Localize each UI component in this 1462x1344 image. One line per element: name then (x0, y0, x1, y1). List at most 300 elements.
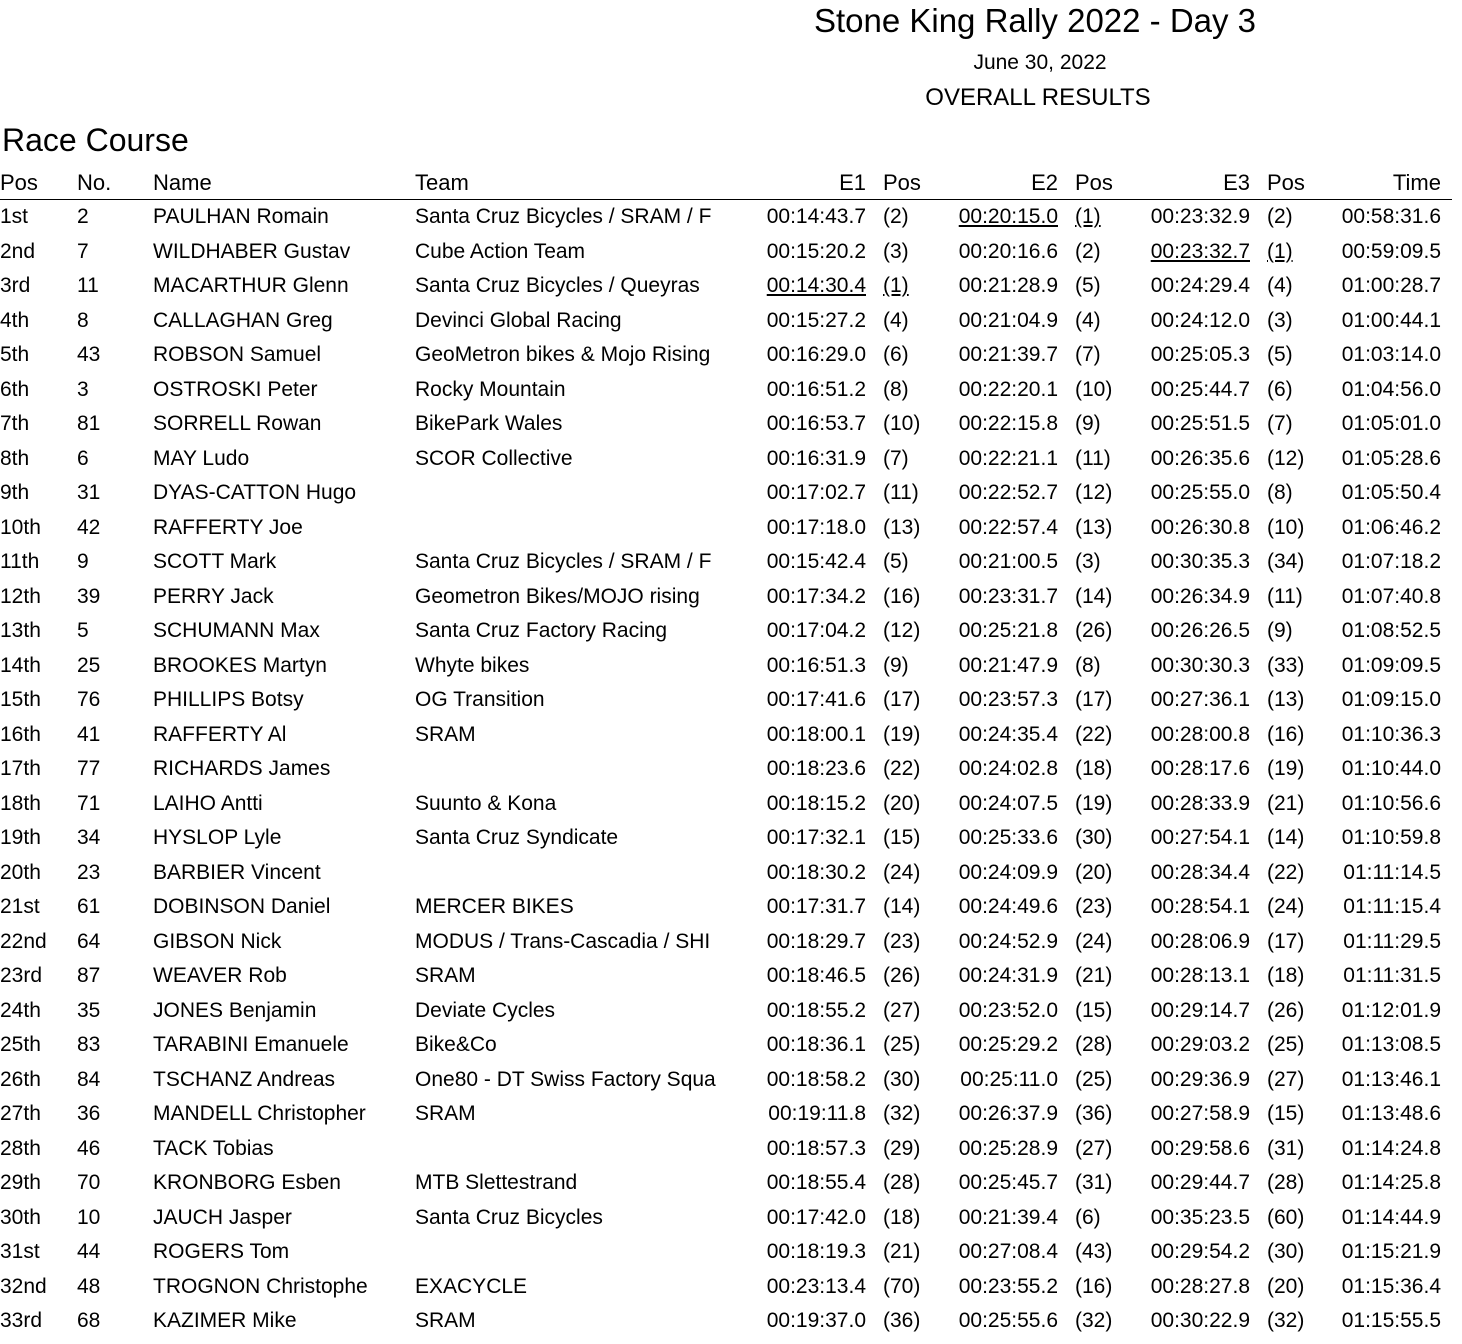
cell-e3: 00:27:54.1 (1150, 826, 1250, 849)
cell-time: 01:10:36.3 (1341, 722, 1441, 746)
cell-time: 01:10:56.6 (1341, 791, 1441, 815)
cell-no: 44 (77, 1240, 101, 1263)
cell-e1: 00:18:57.3 (766, 1136, 866, 1160)
cell-e3: 00:24:12.0 (1150, 308, 1250, 332)
cell-no: 39 (77, 584, 101, 608)
cell-name: TARABINI Emanuele (153, 1033, 349, 1056)
cell-team: Cube Action Team (415, 239, 586, 263)
cell-pos: 22nd (0, 929, 47, 953)
results-subtitle: OVERALL RESULTS (925, 84, 1151, 111)
cell-e1-pos: (15) (883, 826, 921, 849)
cell-team: Santa Cruz Bicycles / Queyras (415, 274, 700, 297)
table-row (0, 752, 1462, 787)
cell-team: Santa Cruz Bicycles / SRAM / F (415, 550, 712, 573)
cell-team: Geometron Bikes/MOJO rising (415, 584, 700, 608)
cell-no: 36 (77, 1102, 101, 1125)
cell-e3: 00:25:51.5 (1150, 412, 1250, 435)
cell-e3-pos: (2) (1267, 205, 1293, 228)
cell-e1-pos: (8) (883, 377, 909, 401)
cell-e3-pos: (4) (1267, 274, 1293, 297)
table-row (0, 338, 1462, 373)
cell-e3-pos: (13) (1267, 688, 1305, 711)
cell-e3: 00:30:22.9 (1150, 1309, 1250, 1332)
cell-e2-pos: (8) (1075, 653, 1101, 677)
cell-e3: 00:28:27.8 (1150, 1274, 1250, 1298)
cell-e1: 00:18:36.1 (766, 1033, 866, 1056)
cell-e3-pos: (9) (1267, 619, 1293, 642)
table-row (0, 1028, 1462, 1063)
cell-name: JONES Benjamin (153, 998, 317, 1022)
cell-e2: 00:24:31.9 (958, 964, 1058, 987)
cell-no: 76 (77, 688, 101, 711)
cell-e3-pos: (34) (1267, 550, 1305, 573)
cell-pos: 16th (0, 722, 41, 746)
table-row (0, 1235, 1462, 1270)
cell-e3-pos: (33) (1267, 653, 1305, 677)
cell-e1-pos: (19) (883, 722, 921, 746)
cell-e3-pos: (14) (1267, 826, 1305, 849)
cell-e1: 00:18:15.2 (766, 791, 866, 815)
cell-e3: 00:27:58.9 (1150, 1102, 1250, 1125)
cell-e2: 00:21:00.5 (958, 550, 1058, 573)
cell-team: Deviate Cycles (415, 998, 556, 1022)
cell-e2-pos: (20) (1075, 860, 1113, 884)
cell-e2: 00:24:02.8 (958, 757, 1058, 780)
cell-team: MERCER BIKES (415, 895, 574, 918)
table-row (0, 1132, 1462, 1167)
table-row (0, 1270, 1462, 1305)
cell-name: KRONBORG Esben (153, 1171, 341, 1194)
cell-e2-pos: (13) (1075, 515, 1113, 539)
cell-no: 42 (77, 515, 101, 539)
cell-no: 77 (77, 757, 101, 780)
cell-e1-pos: (1) (883, 274, 909, 297)
results-table (0, 200, 1462, 1339)
cell-e1: 00:14:30.4 (766, 274, 866, 297)
cell-no: 31 (77, 481, 101, 504)
cell-e3: 00:26:30.8 (1150, 515, 1250, 539)
cell-e2: 00:25:33.6 (958, 826, 1058, 849)
cell-e1-pos: (13) (883, 515, 921, 539)
cell-e1-pos: (11) (883, 481, 919, 504)
cell-time: 01:06:46.2 (1341, 515, 1441, 539)
cell-name: SCHUMANN Max (153, 619, 320, 642)
cell-time: 01:13:08.5 (1341, 1033, 1441, 1056)
cell-pos: 12th (0, 584, 41, 608)
cell-name: MACARTHUR Glenn (153, 274, 349, 297)
cell-time: 01:12:01.9 (1341, 998, 1441, 1022)
cell-name: HYSLOP Lyle (153, 826, 282, 849)
cell-pos: 5th (0, 343, 30, 366)
cell-e1: 00:17:02.7 (766, 481, 866, 504)
cell-pos: 9th (0, 481, 30, 504)
cell-e2: 00:25:11.0 (960, 1067, 1058, 1091)
cell-e3-pos: (17) (1267, 929, 1305, 953)
cell-e2-pos: (24) (1075, 929, 1113, 953)
event-date: June 30, 2022 (973, 51, 1107, 74)
table-row (0, 511, 1462, 546)
cell-name: MAY Ludo (153, 446, 250, 470)
cell-e3: 00:29:14.7 (1150, 998, 1250, 1022)
table-row (0, 580, 1462, 615)
cell-time: 00:58:31.6 (1341, 205, 1441, 228)
cell-e2-pos: (21) (1075, 964, 1113, 987)
table-row (0, 269, 1462, 304)
cell-e1-pos: (20) (883, 791, 921, 815)
cell-e3: 00:28:17.6 (1150, 757, 1250, 780)
cell-e3-pos: (6) (1267, 377, 1293, 401)
cell-e2: 00:22:15.8 (958, 412, 1058, 435)
cell-e1: 00:15:42.4 (766, 550, 866, 573)
header-no: No. (77, 170, 112, 195)
cell-e2-pos: (9) (1075, 412, 1101, 435)
cell-time: 01:07:18.2 (1341, 550, 1441, 573)
cell-e3-pos: (1) (1267, 239, 1293, 263)
cell-e2-pos: (5) (1075, 274, 1101, 297)
cell-e2-pos: (11) (1075, 446, 1111, 470)
cell-e2: 00:23:55.2 (958, 1274, 1058, 1298)
cell-e3: 00:26:35.6 (1150, 446, 1250, 470)
table-row (0, 787, 1462, 822)
cell-team: SRAM (415, 1102, 476, 1125)
cell-no: 8 (77, 308, 89, 332)
cell-e1-pos: (2) (883, 205, 909, 228)
cell-no: 35 (77, 998, 101, 1022)
cell-e2: 00:22:21.1 (958, 446, 1058, 470)
cell-e2: 00:24:35.4 (958, 722, 1058, 746)
table-row (0, 1166, 1462, 1201)
cell-e1: 00:18:19.3 (766, 1240, 866, 1263)
cell-e2: 00:24:49.6 (958, 895, 1058, 918)
cell-e3: 00:29:44.7 (1150, 1171, 1250, 1194)
cell-e1-pos: (22) (883, 757, 921, 780)
cell-e2: 00:23:52.0 (958, 998, 1058, 1022)
cell-pos: 30th (0, 1205, 41, 1229)
cell-pos: 8th (0, 446, 30, 470)
header-e3: E3 (1223, 170, 1250, 195)
cell-e1-pos: (70) (883, 1274, 921, 1298)
cell-no: 61 (77, 895, 101, 918)
cell-no: 25 (77, 653, 101, 677)
cell-e2: 00:27:08.4 (958, 1240, 1058, 1263)
cell-pos: 7th (0, 412, 30, 435)
cell-name: MANDELL Christopher (153, 1102, 366, 1125)
cell-no: 41 (77, 722, 101, 746)
cell-e3: 00:23:32.7 (1150, 239, 1250, 263)
cell-e1: 00:16:51.3 (766, 653, 866, 677)
cell-e2: 00:25:29.2 (958, 1033, 1058, 1056)
cell-e3: 00:24:29.4 (1150, 274, 1250, 297)
cell-e3-pos: (3) (1267, 308, 1293, 332)
cell-e2-pos: (12) (1075, 481, 1113, 504)
cell-e3-pos: (10) (1267, 515, 1305, 539)
cell-name: ROGERS Tom (153, 1240, 290, 1263)
table-row (0, 373, 1462, 408)
cell-e2-pos: (25) (1075, 1067, 1113, 1091)
cell-team: Santa Cruz Syndicate (415, 826, 619, 849)
cell-e2: 00:26:37.9 (958, 1102, 1058, 1125)
cell-e2: 00:22:52.7 (958, 481, 1058, 504)
cell-e2: 00:21:39.7 (958, 343, 1058, 366)
cell-e1-pos: (32) (883, 1102, 921, 1125)
table-row (0, 821, 1462, 856)
cell-e1-pos: (5) (883, 550, 909, 573)
cell-e3-pos: (22) (1267, 860, 1305, 884)
cell-e2-pos: (18) (1075, 757, 1113, 780)
cell-no: 34 (77, 826, 101, 849)
cell-pos: 27th (0, 1102, 41, 1125)
cell-e2: 00:21:47.9 (958, 653, 1058, 677)
cell-e1: 00:18:00.1 (766, 722, 866, 746)
table-row (0, 614, 1462, 649)
cell-e3: 00:25:05.3 (1150, 343, 1250, 366)
cell-no: 71 (77, 791, 101, 815)
cell-name: GIBSON Nick (153, 929, 282, 953)
cell-e1-pos: (16) (883, 584, 921, 608)
cell-no: 23 (77, 860, 101, 884)
cell-e3: 00:29:58.6 (1150, 1136, 1250, 1160)
cell-e1-pos: (25) (883, 1033, 921, 1056)
table-row (0, 1201, 1462, 1236)
cell-e1: 00:16:53.7 (766, 412, 866, 435)
cell-time: 01:05:28.6 (1341, 446, 1441, 470)
cell-team: One80 - DT Swiss Factory Squa (415, 1067, 716, 1091)
cell-e2: 00:20:15.0 (958, 205, 1058, 228)
cell-team: GeoMetron bikes & Mojo Rising (415, 343, 711, 366)
header-e2-pos: Pos (1075, 170, 1113, 195)
cell-team: Santa Cruz Factory Racing (415, 619, 668, 642)
cell-e2: 00:25:21.8 (958, 619, 1058, 642)
cell-pos: 26th (0, 1067, 41, 1091)
table-row (0, 545, 1462, 580)
cell-e2-pos: (26) (1075, 619, 1113, 642)
cell-e3-pos: (32) (1267, 1309, 1305, 1332)
cell-name: BARBIER Vincent (153, 860, 321, 884)
cell-team: Devinci Global Racing (415, 308, 622, 332)
cell-name: PERRY Jack (153, 584, 274, 608)
cell-pos: 19th (0, 826, 41, 849)
cell-e3-pos: (28) (1267, 1171, 1305, 1194)
table-row (0, 649, 1462, 684)
cell-e2: 00:24:09.9 (958, 860, 1058, 884)
cell-e2: 00:20:16.6 (958, 239, 1058, 263)
cell-name: PHILLIPS Botsy (153, 688, 304, 711)
cell-name: TROGNON Christophe (153, 1274, 368, 1298)
cell-e1-pos: (6) (883, 343, 909, 366)
cell-e2: 00:21:39.4 (958, 1205, 1058, 1229)
cell-e3: 00:25:55.0 (1150, 481, 1250, 504)
cell-pos: 3rd (0, 274, 31, 297)
cell-time: 01:14:44.9 (1341, 1205, 1441, 1229)
cell-e3-pos: (18) (1267, 964, 1305, 987)
cell-e2-pos: (31) (1075, 1171, 1113, 1194)
cell-team: MODUS / Trans-Cascadia / SHI (415, 929, 711, 953)
cell-e3-pos: (20) (1267, 1274, 1305, 1298)
cell-time: 01:05:50.4 (1341, 481, 1441, 504)
cell-team: SRAM (415, 964, 476, 987)
cell-no: 46 (77, 1136, 101, 1160)
cell-no: 11 (77, 274, 99, 297)
cell-time: 01:14:24.8 (1341, 1136, 1441, 1160)
cell-pos: 11th (0, 550, 40, 573)
cell-e3-pos: (26) (1267, 998, 1305, 1022)
cell-no: 3 (77, 377, 89, 401)
cell-time: 00:59:09.5 (1341, 239, 1441, 263)
cell-name: KAZIMER Mike (153, 1309, 297, 1332)
cell-no: 68 (77, 1309, 101, 1332)
cell-time: 01:15:21.9 (1341, 1240, 1441, 1263)
cell-e1: 00:19:11.8 (768, 1102, 866, 1125)
cell-e2: 00:25:28.9 (958, 1136, 1058, 1160)
cell-team: Rocky Mountain (415, 377, 566, 401)
cell-e2-pos: (2) (1075, 239, 1101, 263)
cell-e1: 00:18:23.6 (766, 757, 866, 780)
cell-time: 01:00:28.7 (1341, 274, 1441, 297)
table-row (0, 718, 1462, 753)
cell-name: SORRELL Rowan (153, 412, 322, 435)
cell-e3-pos: (25) (1267, 1033, 1305, 1056)
cell-pos: 31st (0, 1240, 40, 1263)
table-row (0, 442, 1462, 477)
cell-name: PAULHAN Romain (153, 205, 329, 228)
cell-e3: 00:26:34.9 (1150, 584, 1250, 608)
cell-name: TACK Tobias (153, 1136, 274, 1160)
cell-e3: 00:35:23.5 (1150, 1205, 1250, 1229)
cell-e1: 00:18:30.2 (766, 860, 866, 884)
cell-e1: 00:17:18.0 (766, 515, 866, 539)
cell-e3: 00:29:54.2 (1150, 1240, 1250, 1263)
cell-e2-pos: (19) (1075, 791, 1113, 815)
cell-e1: 00:17:32.1 (766, 826, 866, 849)
cell-e3-pos: (8) (1267, 481, 1293, 504)
cell-e2-pos: (1) (1075, 205, 1101, 228)
table-row (0, 407, 1462, 442)
cell-time: 01:15:36.4 (1341, 1274, 1441, 1298)
cell-name: RAFFERTY Joe (153, 515, 303, 539)
cell-no: 81 (77, 412, 101, 435)
cell-name: RAFFERTY Al (153, 722, 287, 746)
cell-e2-pos: (14) (1075, 584, 1113, 608)
cell-team: SRAM (415, 722, 476, 746)
cell-e1-pos: (18) (883, 1205, 921, 1229)
cell-pos: 24th (0, 998, 41, 1022)
cell-e1: 00:23:13.4 (766, 1274, 866, 1298)
cell-e1: 00:18:55.2 (766, 998, 866, 1022)
cell-time: 01:13:46.1 (1341, 1067, 1441, 1091)
cell-e3: 00:28:33.9 (1150, 791, 1250, 815)
cell-e1: 00:17:41.6 (766, 688, 866, 711)
cell-e3: 00:23:32.9 (1150, 205, 1250, 228)
cell-team: SCOR Collective (415, 446, 573, 470)
cell-e3: 00:25:44.7 (1150, 377, 1250, 401)
cell-e1-pos: (36) (883, 1309, 921, 1332)
cell-e2-pos: (17) (1075, 688, 1113, 711)
cell-e2: 00:21:04.9 (958, 308, 1058, 332)
cell-pos: 20th (0, 860, 41, 884)
header-e3-pos: Pos (1267, 170, 1305, 195)
cell-e1: 00:15:20.2 (766, 239, 866, 263)
cell-no: 70 (77, 1171, 101, 1194)
cell-e2: 00:24:07.5 (958, 791, 1058, 815)
cell-no: 9 (77, 550, 89, 573)
cell-e1-pos: (9) (883, 653, 909, 677)
table-row (0, 235, 1462, 270)
cell-e1-pos: (4) (883, 308, 909, 332)
cell-pos: 33rd (0, 1309, 43, 1332)
cell-e1: 00:15:27.2 (766, 308, 866, 332)
header-e2: E2 (1031, 170, 1058, 195)
cell-time: 01:04:56.0 (1341, 377, 1441, 401)
table-row (0, 994, 1462, 1029)
cell-name: DYAS-CATTON Hugo (153, 481, 357, 504)
cell-e1: 00:16:51.2 (766, 377, 866, 401)
cell-e2-pos: (30) (1075, 826, 1113, 849)
cell-e1-pos: (21) (883, 1240, 921, 1263)
cell-pos: 17th (0, 757, 41, 780)
cell-pos: 25th (0, 1033, 41, 1056)
cell-time: 01:03:14.0 (1341, 343, 1441, 366)
cell-name: WEAVER Rob (153, 964, 287, 987)
cell-time: 01:11:29.5 (1343, 929, 1441, 953)
cell-team: Whyte bikes (415, 653, 530, 677)
cell-e2-pos: (4) (1075, 308, 1101, 332)
header-e1-pos: Pos (883, 170, 921, 195)
cell-team: SRAM (415, 1309, 476, 1332)
cell-time: 01:09:15.0 (1341, 688, 1441, 711)
cell-e3: 00:28:54.1 (1150, 895, 1250, 918)
cell-pos: 4th (0, 308, 30, 332)
cell-e2-pos: (23) (1075, 895, 1113, 918)
cell-time: 01:10:59.8 (1341, 826, 1441, 849)
cell-pos: 10th (0, 515, 41, 539)
cell-name: ROBSON Samuel (153, 343, 322, 366)
cell-e3-pos: (27) (1267, 1067, 1305, 1091)
cell-team: OG Transition (415, 688, 545, 711)
cell-e1-pos: (27) (883, 998, 921, 1022)
table-row (0, 925, 1462, 960)
cell-no: 83 (77, 1033, 101, 1056)
cell-e2-pos: (7) (1075, 343, 1101, 366)
cell-e3-pos: (24) (1267, 895, 1305, 918)
cell-e1: 00:18:55.4 (766, 1171, 866, 1194)
cell-time: 01:11:31.5 (1343, 964, 1441, 987)
cell-e3: 00:28:00.8 (1150, 722, 1250, 746)
cell-e3: 00:28:34.4 (1150, 860, 1250, 884)
cell-pos: 23rd (0, 964, 43, 987)
cell-e2-pos: (16) (1075, 1274, 1113, 1298)
cell-time: 01:13:48.6 (1341, 1102, 1441, 1125)
cell-pos: 2nd (0, 239, 36, 263)
cell-e3-pos: (7) (1267, 412, 1293, 435)
header-e1: E1 (839, 170, 866, 195)
cell-pos: 32nd (0, 1274, 47, 1298)
cell-e3-pos: (21) (1267, 791, 1305, 815)
cell-e2-pos: (28) (1075, 1033, 1113, 1056)
cell-time: 01:07:40.8 (1341, 584, 1441, 608)
cell-e2-pos: (10) (1075, 377, 1113, 401)
cell-e2-pos: (27) (1075, 1136, 1113, 1160)
cell-name: JAUCH Jasper (153, 1205, 292, 1229)
cell-team: Bike&Co (415, 1033, 497, 1056)
cell-name: SCOTT Mark (153, 550, 277, 573)
cell-e1-pos: (29) (883, 1136, 921, 1160)
cell-no: 48 (77, 1274, 101, 1298)
cell-e1: 00:17:04.2 (766, 619, 866, 642)
cell-e3: 00:26:26.5 (1150, 619, 1250, 642)
cell-e3: 00:29:36.9 (1150, 1067, 1250, 1091)
cell-time: 01:11:14.5 (1343, 860, 1441, 884)
cell-e2-pos: (43) (1075, 1240, 1113, 1263)
